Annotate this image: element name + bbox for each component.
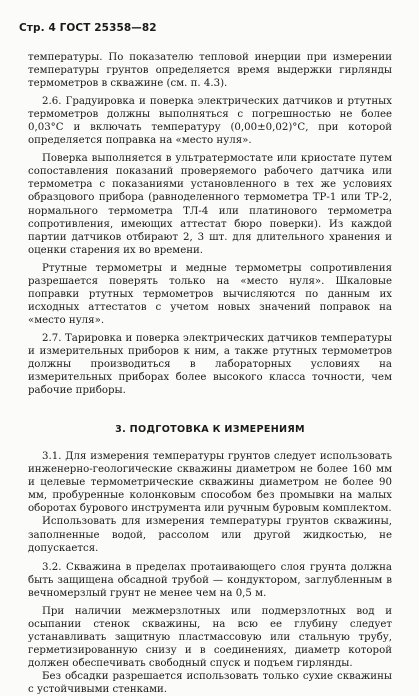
paragraph-no-liquid: Использовать для измерения температуры грунтов скважины, заполненные водой, рассолом или другой жидкостью, не допускается. — [28, 516, 392, 554]
section-heading: 3. ПОДГОТОВКА К ИЗМЕРЕНИЯМ — [115, 424, 305, 436]
paragraph-3-1: 3.1. Для измерения температуры грунтов следует использовать инженерно-геологические скважины диаметром не более 160 мм и целевые термометрические скважины диаметром не более 90 мм, пробуренные колонковым способом без промывки на малых оборотах бурового инструмента или ручным буровым комплектом. — [28, 451, 392, 515]
paragraph-verification: Поверка выполняется в ультратермостате или криостате путем сопоставления показаний проверяемого рабочего датчика или термометра с показаниями установленного в тех же условиях образцового прибора (равноделенного термометра ТР-1 или ТР-2, нормального термометра ТЛ-4 или платинового термометра сопротивления, имеющих аттестат бюро поверки). Из каждой партии датчиков отбирают 2, 3 шт. для длительного хранения и оценки старения их во времени. — [28, 153, 392, 256]
paragraph-continuation: температуры. По показателю тепловой инерции при измерении температуры грунтов определяется время выдержки гирлянды термометров в скважине (см. п. 4.3). — [28, 52, 392, 90]
paragraph-2-7: 2.7. Тарировка и поверка электрических датчиков температуры и измерительных приборов к ним, а также ртутных термометров должны производиться в лабораторных условиях на измерительных приборах более высокого класса точности, чем рабочие приборы. — [28, 332, 392, 397]
page-header: Стр. 4 ГОСТ 25358—82 — [19, 22, 157, 34]
paragraph-mercury-thermometers: Ртутные термометры и медные термометры сопротивления разрешается поверять только на «место нуля». Шкаловые поправки ртутных термометров вычисляются по данным их исходных аттестатов с учетом новых значений поправок на «место нуля». — [28, 262, 392, 326]
paragraph-casing: При наличии межмерзлотных или подмерзлотных вод и осыпании стенок скважины, на всю ее глубину следует устанавливать защитную пластмассовую или стальную трубу, герметизированную снизу и в соединениях, диаметр которой должен обеспечивать свободный спуск и подъем гирлянды. — [28, 605, 392, 669]
paragraph-dry-wells: Без обсадки разрешается использовать только сухие скважины с устойчивыми стенками. — [28, 670, 392, 696]
document-body — [28, 51, 392, 696]
paragraph-3-2: 3.2. Скважина в пределах протаивающего слоя грунта должна быть защищена обсадной трубой — кондуктором, заглубленным в вечномерзлый грунт не менее чем на 0,5 м. — [28, 561, 392, 599]
paragraph-2-6: 2.6. Градуировка и поверка электрических датчиков и ртутных термометров должны выполняться с погрешностью не более 0,03°С и включать температуру (0,00±0,02)°С, при которой определяется поправка на «место нуля». — [28, 96, 392, 147]
